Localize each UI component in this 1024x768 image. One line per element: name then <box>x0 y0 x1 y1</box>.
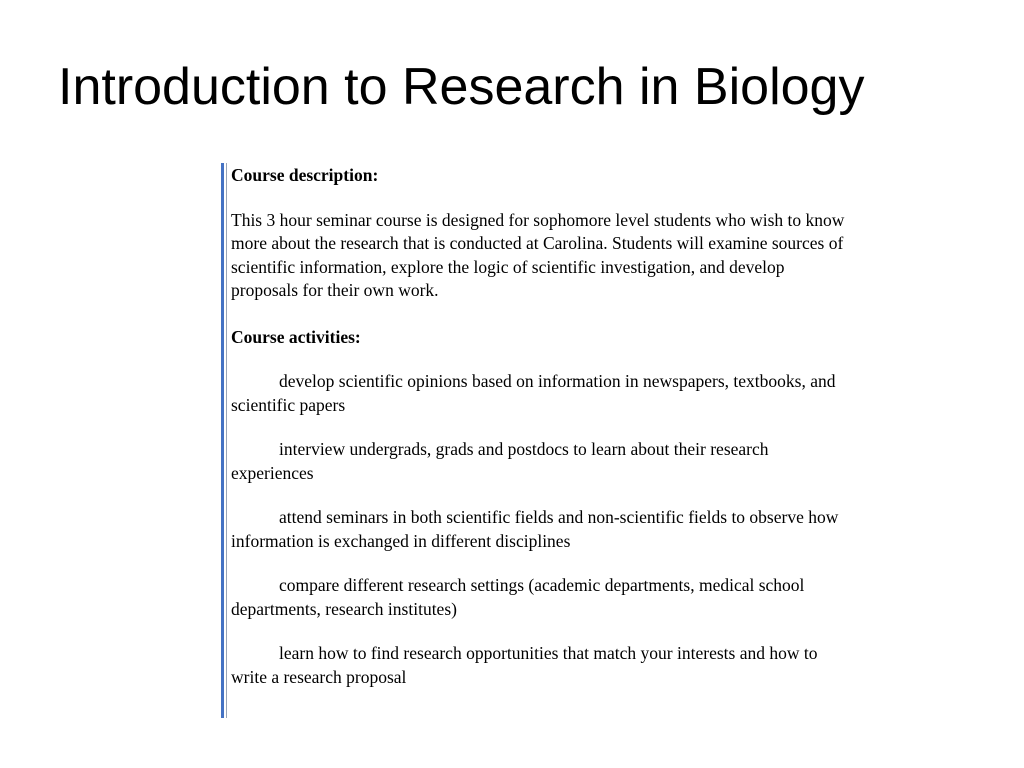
course-description-text: This 3 hour seminar course is designed for sophomore level students who wish to know more about the research that is conducted at Carolina. Students will examine sources of scientific information, explore the logic of scientific investigation, and develop proposals for their own work. <box>231 209 845 300</box>
activity-item: attend seminars in both scientific fields and non-scientific fields to observe how information is exchanged in different disciplines <box>231 507 839 551</box>
activity-item: learn how to find research opportunities that match your interests and how to write a research proposal <box>231 643 818 687</box>
activity-item: interview undergrads, grads and postdocs to learn about their research experiences <box>231 439 769 483</box>
activity-item: compare different research settings (academic departments, medical school departments, research institutes) <box>231 575 805 619</box>
slide-title: Introduction to Research in Biology <box>58 58 865 116</box>
activity-item: develop scientific opinions based on information in newspapers, textbooks, and scientific papers <box>231 371 836 415</box>
course-activities-list <box>231 370 851 689</box>
course-activities-heading: Course activities: <box>231 326 361 347</box>
course-description-heading: Course description: <box>231 165 379 185</box>
course-document-panel <box>221 163 851 718</box>
